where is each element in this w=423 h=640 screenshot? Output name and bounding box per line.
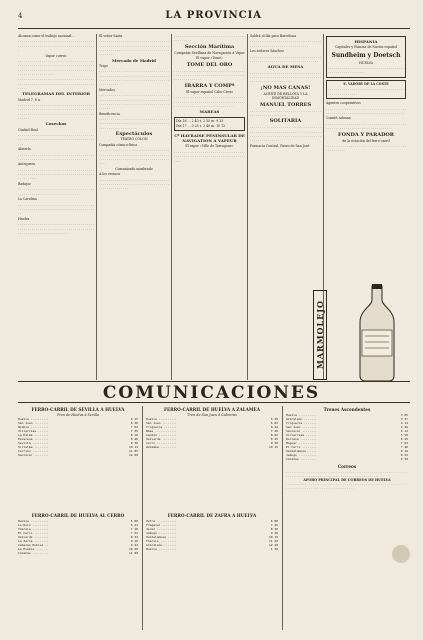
timetable-row [146,547,278,551]
cerro-title: FERRO-CARRIL DE HUELVA AL CERRO [31,513,125,518]
station-name: Villarrasa ...... [286,433,317,437]
manuel-torres: MANUEL TORRES [259,101,312,108]
station-name: Candón .......... [146,433,177,437]
station-name: San Juan ........ [146,421,177,425]
departure-time: 12 40 [268,543,278,547]
departure-time: 8 45 [270,437,278,441]
departure-time: 9 44 [130,543,138,547]
departure-time: 9 30 [400,457,408,461]
station-name: Trigueros ....... [146,425,177,429]
column-2: El señor Sainz . . . . . . . . . . . . . . . . . . . . . . . . . . . . . . . . . . . . . . . . . . . . . . . . . . . . . . . . . . . . . . . . . . . . . . . . . . . . . . . . . . . . . . . . . . . . . . . . . . . . . . . . . . . . . . . . . Mercado de Madrid Trigo . . . . . . . . . . . . . . . . . . . . . . . . . . . . . . . . . . . . . . . . . . . . . . . . . . . . . . . . . . . . . . . . . . . . . . . . . . . . . . . . . . . . . . . . . . . . . . . . . . . . . . . . . . . . . . . . . . . Mercados . . . . . . . . . . . . . . . . . . . . . . . . . . . . . . . . . . . . . . . . . . . . . . . . . . . . . . . . . . . . . . . . . . . . . . . . . . . . . . . . . . . . . . . . . . . . . . . . . . . . . . . . . . . . . . . Beneficencia . . . . . . . . . . . . . . . . . . . . . . . . . . . . . . . . . . . . . . . . . . . . . . . . . . . . . . . . . . . . . . . . . . . . . . . . . . . . . . . . . . . . . . . . . Espectáculos TEATRO COLON Compañía cómico-lírica . . . . . . . . . . . . . . . . . . . . . . . . . . . . . . . . . . . . . . . . . . . . . . . . . . . . . . . . . . . . . . . . . . . . . . . . . . . . . . . . . . . . . . . . . . . . . . . . . . . . . . . . . . . . . Comunicado nombrado A los vecinos . . . . . . . . . . . . . . . . . . . . . . . . . . . . . . . . . . . . . . . . . . . . . . . . . . . . . . . . . . . . . . . . . . . . . . . . . . . . . . . . . . . . . [99,34,169,191]
column-divider [96,34,97,380]
station-name: Cabezas Rubias .. [18,543,49,547]
departure-time: 6 30 [130,421,138,425]
departure-time: 7 52 [130,531,138,535]
departure-time: 6 02 [270,421,278,425]
station-name: Rociana ......... [286,437,317,441]
col1-text-0: Alcanza como el trabajo nacional... [18,34,75,38]
station-name: La Puebla ....... [18,547,49,551]
no-mas-canas-sub: ACEITE DE BELLOTA Y LA INMORTALIDAD [263,91,308,101]
station-name: Tharsis ......... [18,527,49,531]
col1-text-7: Almería [18,147,31,152]
timetable-divider [142,406,143,630]
column-1: Alcanza como el trabajo nacional... . . . . . . . . . . . . . . . . . . . . . . . . . . . . . . . . . . . . . . . . . . . . . . . . . . . . . . . . . . . . . . . . . . . . . . . . . . . . . Vapor correo . . . . . . . . . . . . . . . . . . . . . . . . . . . . . . . . . . . . . . . . . . . . . . . . . . . . . . . . . . . . . . . . . . . . . . . . . . . . . . . . . . . . . . . . . . . . . . . . . . . . . . . . . . . . . . . . . . . . . . . . . . . . . . . . . . . . . . . . . . . . . . . . . . . . . . . . . . . . . . . . . . . . . . . . . . . . . . . . . . . . . . . . . . . . . . . . . . . . . . . . . . . . . . . . . . . . . TELEGRAMAS DEL INTERIOR Madrid 7, 8 n. . . . . . . . . . . . . . . . . . . . . . . . . . . . . . . . . . . . . . . . . . . . . . . . . . . . . . . . . . . . . . . . . . . . . . . . . . . . . . . . . . . . . . . . . . . . . . . . . . . . . . . . . . . . . . . . . . . . . . . . . Cosechas Ciudad-Real . . . . . . . . . . . . . . . . . . . . . . . . . . . . . . . . . . . . . . . . . . . . . . . . . . . . . . . . . . . . . . . . . . . . . . . . . . . . . . . Almería . . . . . . . . . . . . . . . . . . . . . . . . . . . . . . . . . . . . . . . . . . . . . . . . . . . . . . . . . . . . . . . . . . . . . . . . . Antequera . . . . . . . . . . . . . . . . . . . . . . . . . . . . . . . . . . . . . . . . . . . . . . . . . . . . . . . . . . . . . . . . . . . . . . . . . . . . . . . . . . . . . . Badajoz . . . . . . . . . . . . . . . . . . . . . . . . . . . . . . . . . . . . . . . . . . . . . . . . . . . . . . . . . . . . . . . . . . . . . La Carolina . . . . . . . . . . . . . . . . . . . . . . . . . . . . . . . . . . . . . . . . . . . . . . . . . . . . . . . . . . . . . . . . . . . . . . . . . . . . . . Huelva . . . . . . . . . . . . . . . . . . . . . . . . . . . . . . . . . . . . . . . . . . . . . . . . . . . . . . . . . . . . . . . . . . . . . . . . . . . . . . . . . . . . . . . . . . . . . . . . . . . . . [18,34,94,235]
station-name: Carrión ......... [18,449,49,453]
departure-time: 7 45 [270,523,278,527]
masthead-rule [18,28,410,29]
departure-time: 7 03 [400,441,408,445]
station-name: El Cerro ........ [18,531,49,535]
departure-time: 12 00 [128,453,138,457]
station-name: Jerez ........... [146,527,177,531]
crops-heading: Cosechas [45,121,67,127]
timetable-row [18,551,138,555]
departure-time: 11 20 [268,539,278,543]
station-name: Fregenal ........ [146,523,177,527]
station-name: Valverde ........ [18,535,49,539]
sevilla-title: FERRO-CARRIL DE SEVILLA A HUELVA [31,407,125,412]
col4-contact: Farmacia Central, Paseo de San José [250,143,310,148]
col1-text-5: Madrid 7, 8 n. [18,97,41,102]
timetable-row [18,453,138,457]
col2-text-6: A los vecinos [99,172,121,177]
bottle-illustration [328,282,406,382]
station-name: Beas ............ [146,429,177,433]
departure-time: 8 33 [130,535,138,539]
departure-time: 9 20 [270,531,278,535]
timetable-zafra [146,512,278,630]
station-name: Gibraleón ....... [146,543,177,547]
station-name: Zafra ........... [146,519,177,523]
timetable-cerro [18,512,138,630]
market-heading: Mercado de Madrid [112,57,156,63]
zalamea-title: FERRO-CARRIL DE HUELVA A ZALAMEA [163,407,260,412]
col2-text-1: Trigo [99,63,108,68]
mareas-title: MAREAS [199,109,220,115]
station-name: Cerro ........... [146,441,177,445]
departure-time: 6 41 [130,523,138,527]
ship-line: El vapor «Ville de Tarragone» [185,144,234,149]
station-name: La Palma ........ [18,433,49,437]
col1-text-6: Ciudad-Real [18,127,38,132]
departure-time: 9 30 [270,441,278,445]
aforo-note: AFORO PRINCIPAL DE CORREOS DE HUELVA [303,478,391,482]
telegrams-heading: TELEGRAMAS DEL INTERIOR [22,91,90,97]
col1-text-9: Badajoz [18,181,31,186]
col5-text-0: Agentes cooperativos [326,101,361,106]
departure-time: 8 30 [270,527,278,531]
mareas-table [174,117,245,132]
col2-text-3: Beneficencia [99,111,120,116]
station-name: Sevilla ......... [18,441,49,445]
sevilla-subtitle: Tren de Huelva á Sevilla [56,413,100,417]
station-name: Huelva .......... [18,519,49,523]
column-4: Saldrá el día para Barcelona . . . . . . . . . . . . . . . . . . . . . . . . . . . . . . . . . . . . . . . . . . . . . . . . . . . . . . . . . . . . . . . . Los señores Sánchez . . . . . . . . . . . . . . . . . . . . . . . . . . . . . . . . . . . . . . . . . . . . . . . . . . . . . . . . . . . . . . . . . . . . . AGUA DE MESA . . . . . . . . . . . . . . . . . . . . . . . . . . . . . . . . . . . . . . . . . . . . . . . . . . . . . . . . . . . . . . . . . . . . . . . . . . . . . . . . . . . . . . . . . . . . ¡NO MAS CANAS! ACEITE DE BELLOTA Y LA INMORTALIDAD MANUEL TORRES . . . . . . . . . . . . . . . . . . . . . . . . . . . . . . . . . . . . . . . . . . . . . . . . . . . . . SOLITARIA . . . . . . . . . . . . . . . . . . . . . . . . . . . . . . . . . . . . . . . . . . . . . . . . . . . . . . . . . . . . . . . . . . . . . . . . . . . . . . . . . . . . . . . . . . . . . . . . . . . . . . . . . . . . . . . . . . . . . . . . Farmacia Central, Paseo de San José [250,34,321,148]
departure-time: 8 02 [270,433,278,437]
library-stamp [392,545,410,563]
departure-time: 6 15 [130,417,138,421]
banner-rule [18,402,410,403]
hispania-ad: HISPANIA Capitales y Fianzas de Navíos español Sundheim y Doetsch HUELVA . . . . . . . . . . . . . . . . . . . . . . . . . . . . . . . . . . . . . . . . . . . . . . . . . . . . . . . . [326,36,406,78]
mareas-row: Día 16 ... 2 43 t. 2 55 m. 9 35 [176,118,224,123]
station-name: Sanlúcar ........ [18,453,49,457]
station-name: Jabugo .......... [146,531,177,535]
departure-time: 10 15 [268,445,278,449]
station-name: Escacena ........ [18,437,49,441]
huelva-label: HUELVA [359,60,373,65]
tome-notice: TOME DEL ORO [186,61,233,68]
timetable-right: Trenes Ascendentes Huelva .......... 3 05 Gibraleón ....... 3 37 Trigueros ....... 4 14 San Juan ........ 4 46 Sanlúcar ........ 5 12 Villarrasa ...... 5 50 Rociana ......... 6 25 Moguer .......... 7 03 El Cerro ........ 7 40 Valdelamusa ..... 8 16 Jabugo .......... 8 52 Calañas ......... 9 30 Correos . . . . . . . . . . . . . . . . . . . . . . . . . . . . . . . . . . . . . . . . . . . . . . . . . . . . . . . . . . . . . . . . . . . . . . . . . . . . . . . . . . . . . . . . . . . . . . . . . . . . . . . . . . . . . . . . . AFORO PRINCIPAL DE CORREOS DE HUELVA . . . . . . . . . . . . . . . . . . . . . . . . . . . . . . . . . . . . . . . . . . . . . . . . . . . . . . . . . . . . . . . . . . . . . . . . . . . . . . . . . . . . . . . . . . . . . . . . . . . . [286,407,408,490]
timetable-row [286,457,408,461]
station-name: Trigueros ....... [286,421,317,425]
station-name: Moguer .......... [286,441,317,445]
maritime-heading: Sección Marítima [184,43,235,50]
station-name: San Juan ........ [286,425,317,429]
departure-time: 5 12 [400,429,408,433]
marmolejo-brand: MARMOLEJO [315,300,325,370]
departure-time: 8 52 [400,453,408,457]
col2-text-5: Comunicado nombrado [115,166,153,171]
col4-announce: Los señores Sánchez [250,49,284,54]
water-heading: AGUA DE MESA [267,64,304,70]
station-name: San Juan ........ [18,421,49,425]
departure-time: 10 12 [128,445,138,449]
station-name: Niebla .......... [18,425,49,429]
column-3: . . . . . . . . . . . . . . . . . . . . . . . . . . . . . . . . . . . . . . . . . . . . Sección Marítima Compañía Sevillana de Navegación á Vapor El vapor «Tomé» TOME DEL ORO . . . . . . . . . . . . . . . . . . . . . . . . . . . . . . . . . . . . . . . . . . . . . . . . . . . . . . . . . . . . . . . . . . . . . . . . . . . . . . . . . . . . IBARRA Y COMPª El vapor español Cabo Creus . . . . . . . . . . . . . . . . . . . . . . . . . . . . . . . . . . . . . . . . . . . . . . . . . . . . . . . . . . . . . . . . . . . . . . . . . . . . . . . . . . . . . . . . . . . . . . . . . . . . MAREAS Día 16 ... 2 43 t. 2 55 m. 9 35 Día 17 ... 3 25 t. 3 40 m. 10 12 Cª HAVRAISE PENINSULAR DE NAVIGATION A VAPEUR El vapor «Ville de Tarragone» . . . . . . . . . . . . . . . . . . . . . . . . . . . . . . . . . . . . . . . . . . . . . . . . . . . . . . . . . . . . . . . . . . . . . . . . . . [174,34,245,163]
station-name: Calañas ......... [18,551,49,555]
havraise-agency: Cª HAVRAISE PENINSULAR DE NAVIGATION A VAPEUR [174,133,245,144]
departure-time: 11 05 [128,449,138,453]
marmolejo-label [313,290,327,380]
fonda-sub: de la estación del ferro-carril [342,138,390,143]
news-heading: Espectáculos [115,131,153,138]
hispania-title: HISPANIA [354,39,378,44]
correos-title: Correos [337,464,357,469]
departure-time: 5 50 [400,433,408,437]
station-name: La Ruiz ......... [18,523,49,527]
column-5: HISPANIA Capitales y Fianzas de Navíos español Sundheim y Doetsch HUELVA . . . . . . . . . . . . . . . . . . . . . . . . . . . . . . . . . . . . . . . . . . . . . . . . . . . . . . . . E. VADORY DE LA COSTE . . . . . . . . . . . . . . . . . . . . . . . . . . . . . . . . . . . . . . . . . . . . . . . . . . . . . Agentes cooperativos . . . . . . . . . . . . . . . . . . . . . . . . . . . . . . . . . . . . . . . . . . . . . . . . . . . . . . . . . . . . . . . . . . . . . . . . . . . . . . Comité Aduana . . . . . . . . . . . . . . . . . . . . . . . . . . . . . . . . . . . . . . . . . . . . . . . . . . . . . . . . . . . . . . . . . . . . . . . . FONDA Y PARADOR de la estación del ferro-carril . . . . . . . . . . . . . . . . . . . . . . . . . . . . . . . . . . . . . . . . . . . . . . . . . [326,34,406,284]
station-name: Gibraleón ....... [286,417,317,421]
col1-text-8: Antequera [18,162,35,167]
col2-text-4: Compañía cómico-lírica [99,142,138,147]
station-name: Huelva .......... [286,413,317,417]
departure-time: 6 44 [270,425,278,429]
company-name: Compañía Sevillana de Navegación á Vapor [174,50,245,55]
col1-text-10: La Carolina [18,197,37,202]
station-name: Zalamea ......... [146,445,177,449]
departure-time: 9 30 [130,441,138,445]
col4-lead: Saldrá el día para Barcelona [250,34,297,38]
station-name: Tharsis ......... [146,539,177,543]
ibarra-firm: IBARRA Y COMPª [184,82,235,89]
mareas-row: Día 17 ... 3 25 t. 3 40 m. 10 12 [176,123,226,128]
departure-time: 10 20 [128,547,138,551]
station-name: Valdelamusa ..... [286,449,317,453]
station-name: Calañas ......... [286,457,317,461]
station-name: Huelva .......... [146,417,177,421]
newspaper-title: LA PROVINCIA [165,10,263,21]
col5-text-1: Comité Aduana [326,116,351,121]
communications-banner: COMUNICACIONES [102,383,321,403]
departure-time: 4 46 [400,425,408,429]
zafra-title: FERRO-CARRIL DE ZAFRA A HUELVA [167,513,257,518]
zalamea-subtitle: Tren de San Juan á Cabreras [187,413,237,417]
col1-text-1: Vapor correo [45,53,67,58]
departure-time: 6 25 [400,437,408,441]
station-name: El Cerro ........ [286,445,317,449]
vadory-name: E. VADORY DE LA COSTE [343,81,389,86]
departure-time: 8 46 [130,437,138,441]
station-name: Huelva .......... [146,547,177,551]
masthead [0,10,423,21]
vadory-ad: E. VADORY DE LA COSTE . . . . . . . . . . . . . . . . . . . . . . . . . . . . . . . . . . . . . . . . . . . . . . . . . . . . . [326,80,406,99]
no-mas-canas: ¡NO MAS CANAS! [260,84,311,91]
station-name: Jabugo .......... [286,453,317,457]
vapor-title: El vapor «Tomé» [195,56,224,61]
col2-text-2: Mercados [99,87,115,92]
timetable-zalamea [146,406,278,506]
departure-time: 6 00 [270,519,278,523]
departure-time: 7 35 [130,429,138,433]
sundheim: Sundheim y Doetsch [331,51,401,59]
departure-time: 7 40 [400,445,408,449]
departure-time: 5 30 [270,417,278,421]
station-name: Valverde ........ [146,437,177,441]
page-number: 4 [18,12,23,20]
col2-text-0: El señor Sainz [99,34,123,38]
departure-time: 8 10 [130,433,138,437]
departure-time: 11 00 [128,551,138,555]
station-name: Villalba ........ [18,445,49,449]
column-divider [247,34,248,380]
timetable-divider [282,406,283,630]
column-divider [171,34,172,380]
station-name: Sanlúcar ........ [286,429,317,433]
col1-text-11: Huelva [18,216,30,221]
hispania-sub: Capitales y Fianzas de Navíos español [335,45,397,50]
station-name: Villarrasa ...... [18,429,49,433]
departure-time: 7 20 [270,429,278,433]
departure-time: 1 30 [270,547,278,551]
section-rule [18,381,410,382]
departure-time: 8 16 [400,449,408,453]
fonda-parador: FONDA Y PARADOR [338,131,394,138]
right-title: Trenes Ascendentes [323,407,371,412]
theater-title: TEATRO COLON [120,137,148,142]
timetable-row [146,445,278,449]
departure-time: 5 00 [130,519,138,523]
departure-time: 7 02 [130,425,138,429]
departure-time: 7 10 [130,527,138,531]
station-name: Huelva .......... [18,417,49,421]
departure-time: 4 14 [400,421,408,425]
timetable-sevilla [18,406,138,506]
departure-time: 3 37 [400,417,408,421]
departure-time: 3 05 [400,413,408,417]
canary-line: El vapor español Cabo Creus [186,89,233,94]
station-name: Valdelamusa ..... [146,535,177,539]
solitaria: SOLITARIA [269,118,302,125]
departure-time: 10 15 [268,535,278,539]
departure-time: 9 10 [130,539,138,543]
station-name: La Zarza ........ [18,539,49,543]
